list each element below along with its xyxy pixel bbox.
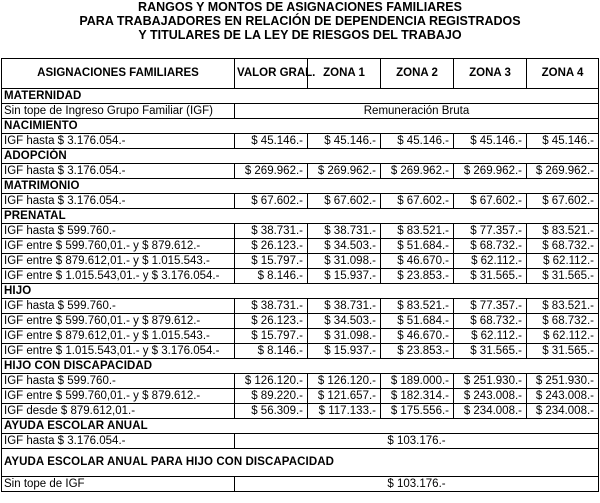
value-zona-1-cell: $ 269.962.- — [308, 164, 381, 179]
header-valor-gral-text: VALOR GRAL. — [237, 67, 316, 79]
value-general-cell: $ 67.602.- — [235, 194, 308, 209]
value-general-cell: $ 8.146.- — [235, 269, 308, 284]
row-label: IGF entre $ 1.015.543,01.- y $ 3.176.054.- — [2, 344, 235, 359]
header-zona-1: ZONA 1 — [308, 59, 381, 89]
value-zona-2-cell: $ 67.602.- — [381, 194, 454, 209]
header-valor-gral — [235, 59, 316, 89]
row-label: IGF desde $ 879.612,01.- — [2, 404, 235, 419]
heading-line-1: RANGOS Y MONTOS DE ASIGNACIONES FAMILIARES — [138, 0, 462, 14]
value-zona-1-cell: $ 38.731.- — [308, 224, 381, 239]
table-row — [2, 374, 599, 389]
value-zona-2-cell: $ 45.146.- — [381, 134, 454, 149]
value-zona-1-cell: $ 31.098.- — [308, 329, 381, 344]
value-zona-4-cell: $ 234.008.- — [527, 404, 599, 419]
table-row — [2, 389, 599, 404]
row-label: IGF entre $ 599.760,01.- y $ 879.612.- — [2, 389, 235, 404]
table-row — [2, 164, 599, 179]
value-zona-3-cell: $ 77.357.- — [454, 299, 527, 314]
value-zona-3-cell: $ 243.008.- — [454, 389, 527, 404]
value-zona-1-cell: $ 45.146.- — [308, 134, 381, 149]
table-row — [2, 269, 599, 284]
table-row — [2, 329, 599, 344]
value-zona-3-cell: $ 77.357.- — [454, 224, 527, 239]
value-general-cell: $ 56.309.- — [235, 404, 308, 419]
value-zona-3-cell: $ 62.112.- — [454, 329, 527, 344]
section-heading: AYUDA ESCOLAR ANUAL — [2, 419, 599, 434]
section-row — [2, 209, 599, 224]
table-row — [2, 344, 599, 359]
header-asignaciones: ASIGNACIONES FAMILIARES — [2, 59, 235, 89]
row-label: IGF hasta $ 599.760.- — [2, 224, 235, 239]
value-zona-1-cell: $ 34.503.- — [308, 314, 381, 329]
value-zona-1-cell: $ 38.731.- — [308, 299, 381, 314]
value-zona-3-cell: $ 67.602.- — [454, 194, 527, 209]
row-label: Sin tope de IGF — [2, 477, 235, 492]
value-zona-1-cell: $ 15.937.- — [308, 269, 381, 284]
table-row — [2, 404, 599, 419]
table-row — [2, 224, 599, 239]
value-zona-2-cell: $ 46.670.- — [381, 254, 454, 269]
table-row — [2, 104, 599, 119]
table-row — [2, 299, 599, 314]
value-general-cell: $ 8.146.- — [235, 344, 308, 359]
row-label: IGF entre $ 879.612,01.- y $ 1.015.543.- — [2, 329, 235, 344]
row-label: IGF hasta $ 3.176.054.- — [2, 434, 235, 449]
section-heading: NACIMIENTO — [2, 119, 599, 134]
row-label: IGF hasta $ 3.176.054.- — [2, 194, 235, 209]
section-row — [2, 419, 599, 434]
value-general-cell: $ 45.146.- — [235, 134, 308, 149]
row-label: IGF hasta $ 599.760.- — [2, 374, 235, 389]
section-row — [2, 149, 599, 164]
value-zona-2-cell: $ 23.853.- — [381, 344, 454, 359]
section-row — [2, 359, 599, 374]
section-row — [2, 119, 599, 134]
section-heading: MATRIMONIO — [2, 179, 599, 194]
value-zona-2-cell: $ 189.000.- — [381, 374, 454, 389]
document-heading — [0, 0, 600, 42]
value-general-cell: $ 38.731.- — [235, 299, 308, 314]
table-header-row — [2, 59, 599, 89]
value-zona-2-cell: $ 51.684.- — [381, 314, 454, 329]
value-zona-4-cell: $ 31.565.- — [527, 344, 599, 359]
row-label: IGF hasta $ 3.176.054.- — [2, 164, 235, 179]
value-zona-4-cell: $ 31.565.- — [527, 269, 599, 284]
value-general-cell: $ 15.797.- — [235, 329, 308, 344]
heading-line-3: Y TITULARES DE LA LEY DE RIESGOS DEL TRABAJO — [138, 28, 462, 42]
table-row — [2, 477, 599, 492]
value-zona-3-cell: $ 234.008.- — [454, 404, 527, 419]
value-zona-2-cell: $ 46.670.- — [381, 329, 454, 344]
row-label: IGF hasta $ 599.760.- — [2, 299, 235, 314]
header-zona-3: ZONA 3 — [454, 59, 527, 89]
value-general-cell: $ 38.731.- — [235, 224, 308, 239]
table-body — [2, 89, 599, 492]
value-general-cell: $ 126.120.- — [235, 374, 308, 389]
value-zona-3-cell: $ 269.962.- — [454, 164, 527, 179]
value-zona-1-cell: $ 117.133.- — [308, 404, 381, 419]
value-general-cell: $ 26.123.- — [235, 314, 308, 329]
row-label: IGF entre $ 879.612,01.- y $ 1.015.543.- — [2, 254, 235, 269]
value-zona-4-cell: $ 243.008.- — [527, 389, 599, 404]
value-zona-1-cell: $ 126.120.- — [308, 374, 381, 389]
heading-line-2: PARA TRABAJADORES EN RELACIÓN DE DEPENDENCIA REGISTRADOS — [79, 14, 521, 28]
value-zona-4-cell: $ 62.112.- — [527, 254, 599, 269]
value-zona-4-cell: $ 251.930.- — [527, 374, 599, 389]
value-zona-2-cell: $ 182.314.- — [381, 389, 454, 404]
row-label: IGF entre $ 1.015.543,01.- y $ 3.176.054.- — [2, 269, 235, 284]
value-general-cell: $ 26.123.- — [235, 239, 308, 254]
table-row — [2, 314, 599, 329]
section-row — [2, 449, 599, 477]
value-zona-3-cell: $ 251.930.- — [454, 374, 527, 389]
section-heading: HIJO — [2, 284, 599, 299]
row-label: Sin tope de Ingreso Grupo Familiar (IGF) — [2, 104, 235, 119]
value-zona-4-cell: $ 68.732.- — [527, 314, 599, 329]
value-general-cell: $ 15.797.- — [235, 254, 308, 269]
section-row — [2, 284, 599, 299]
value-zona-4-cell: $ 67.602.- — [527, 194, 599, 209]
value-zona-3-cell: $ 62.112.- — [454, 254, 527, 269]
header-zona-4: ZONA 4 — [527, 59, 599, 89]
table-row — [2, 134, 599, 149]
section-heading: ADOPCIÓN — [2, 149, 599, 164]
header-zona-2: ZONA 2 — [381, 59, 454, 89]
value-zona-4-cell: $ 269.962.- — [527, 164, 599, 179]
merged-value-cell: Remuneración Bruta — [235, 104, 599, 119]
value-zona-2-cell: $ 51.684.- — [381, 239, 454, 254]
value-zona-2-cell: $ 23.853.- — [381, 269, 454, 284]
value-zona-1-cell: $ 67.602.- — [308, 194, 381, 209]
section-row — [2, 179, 599, 194]
section-heading: HIJO CON DISCAPACIDAD — [2, 359, 599, 374]
value-zona-4-cell: $ 68.732.- — [527, 239, 599, 254]
value-zona-1-cell: $ 15.937.- — [308, 344, 381, 359]
value-general-cell: $ 269.962.- — [235, 164, 308, 179]
value-zona-3-cell: $ 68.732.- — [454, 239, 527, 254]
value-zona-3-cell: $ 31.565.- — [454, 344, 527, 359]
value-zona-1-cell: $ 121.657.- — [308, 389, 381, 404]
value-zona-2-cell: $ 175.556.- — [381, 404, 454, 419]
value-zona-4-cell: $ 45.146.- — [527, 134, 599, 149]
section-heading: MATERNIDAD — [2, 89, 599, 104]
table-row — [2, 239, 599, 254]
merged-value-cell: $ 103.176.- — [235, 477, 599, 492]
allowances-table — [1, 58, 599, 492]
value-zona-3-cell: $ 31.565.- — [454, 269, 527, 284]
row-label: IGF entre $ 599.760,01.- y $ 879.612.- — [2, 314, 235, 329]
value-zona-2-cell: $ 269.962.- — [381, 164, 454, 179]
value-zona-4-cell: $ 83.521.- — [527, 224, 599, 239]
section-heading: PRENATAL — [2, 209, 599, 224]
value-zona-4-cell: $ 83.521.- — [527, 299, 599, 314]
row-label: IGF hasta $ 3.176.054.- — [2, 134, 235, 149]
section-row — [2, 89, 599, 104]
value-zona-3-cell: $ 45.146.- — [454, 134, 527, 149]
value-zona-3-cell: $ 68.732.- — [454, 314, 527, 329]
value-zona-2-cell: $ 83.521.- — [381, 299, 454, 314]
value-zona-1-cell: $ 34.503.- — [308, 239, 381, 254]
merged-value-cell: $ 103.176.- — [235, 434, 599, 449]
section-heading: AYUDA ESCOLAR ANUAL PARA HIJO CON DISCAPACIDAD — [2, 449, 599, 477]
value-general-cell: $ 89.220.- — [235, 389, 308, 404]
value-zona-2-cell: $ 83.521.- — [381, 224, 454, 239]
table-row — [2, 254, 599, 269]
value-zona-4-cell: $ 62.112.- — [527, 329, 599, 344]
table-row — [2, 434, 599, 449]
row-label: IGF entre $ 599.760,01.- y $ 879.612.- — [2, 239, 235, 254]
value-zona-1-cell: $ 31.098.- — [308, 254, 381, 269]
table-row — [2, 194, 599, 209]
